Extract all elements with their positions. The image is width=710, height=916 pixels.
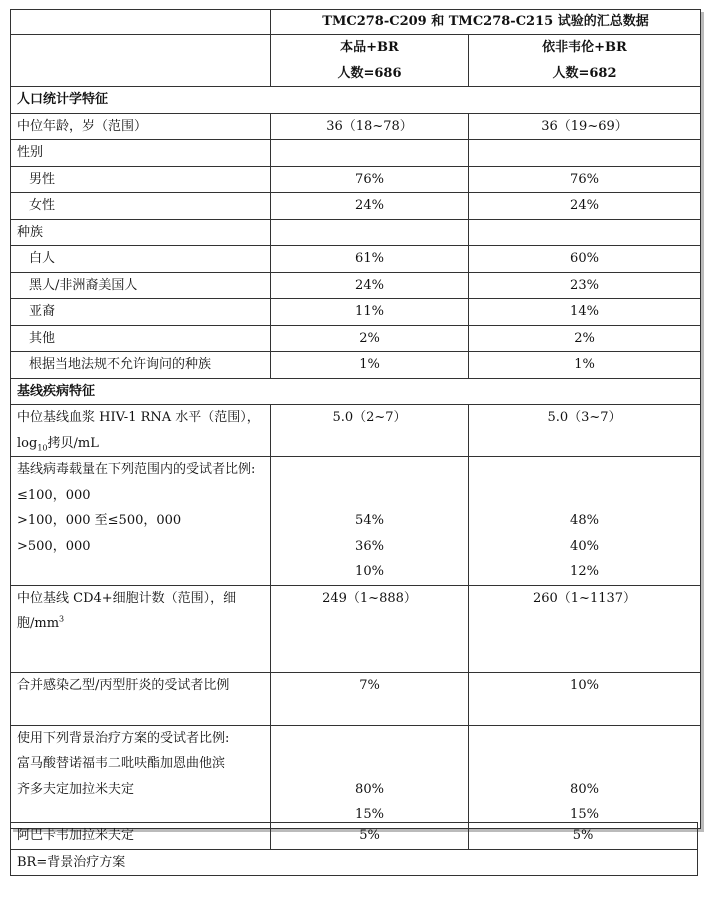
row-label	[11, 405, 271, 457]
cell-value: 5.0（2~7）	[271, 405, 469, 457]
cell-value: 76%	[469, 166, 701, 193]
row-label: 亚裔	[11, 299, 271, 326]
viral-load-label: 基线病毒载量在下列范围内的受试者比例:	[17, 462, 256, 477]
cell-value: 80%	[570, 781, 599, 797]
cell-value-group	[469, 725, 701, 828]
row-label: 种族	[11, 219, 271, 246]
row-label: 白人	[11, 246, 271, 273]
table-row	[11, 272, 701, 299]
cell-value: 48%	[570, 513, 599, 528]
cell-value: 54%	[355, 513, 384, 528]
cell-value: 23%	[469, 272, 701, 299]
table-row	[11, 299, 701, 326]
table-row	[11, 672, 701, 725]
cell-value-group	[469, 457, 701, 586]
column-header-product-count: 人数=686	[337, 65, 402, 81]
column-header-efavirenz-count: 人数=682	[552, 65, 617, 81]
row-label	[11, 585, 271, 672]
cell-value: 15%	[355, 807, 384, 822]
section-row	[11, 378, 701, 405]
column-header-product	[271, 35, 469, 87]
cell-value: 24%	[271, 272, 469, 299]
cell-value: 10%	[355, 564, 384, 579]
rna-label-unit: 拷贝/mL	[47, 435, 99, 451]
rna-label-subscript: 10	[37, 443, 48, 453]
br-regimen: 齐多夫定加拉米夫定	[17, 781, 135, 797]
cell-value: 11%	[271, 299, 469, 326]
table-title-row	[11, 10, 701, 35]
column-header-efavirenz-name: 依非韦伦+BR	[542, 40, 627, 55]
row-label	[11, 725, 271, 828]
cell-value: 60%	[469, 246, 701, 273]
br-regimen: 富马酸替诺福韦二吡呋酯加恩曲他滨	[17, 756, 226, 771]
column-header-row	[11, 35, 701, 87]
row-label: 其他	[11, 325, 271, 352]
cell-value-group	[271, 457, 469, 586]
section-row	[11, 87, 701, 114]
rna-label: 中位基线血浆 HIV-1 RNA 水平（范围），log	[17, 410, 260, 451]
table-row	[11, 585, 701, 672]
cell-value: 15%	[570, 807, 599, 822]
cd4-label: 中位基线 CD4+细胞计数（范围），细胞/mm	[17, 590, 237, 631]
column-header-product-name: 本品+BR	[340, 40, 399, 55]
header-empty-cell	[11, 35, 271, 87]
table-row	[11, 113, 701, 140]
cell-value: 7%	[271, 672, 469, 725]
table-row	[11, 140, 701, 167]
cell-value: 1%	[469, 352, 701, 379]
table-row	[11, 219, 701, 246]
row-label: 男性	[11, 166, 271, 193]
table-row	[11, 725, 701, 828]
table-row	[11, 246, 701, 273]
row-label: 女性	[11, 193, 271, 220]
cell-value: 10%	[469, 672, 701, 725]
cell-value-group	[271, 725, 469, 828]
table-row	[11, 166, 701, 193]
row-label: 性别	[11, 140, 271, 167]
cell-value: 2%	[271, 325, 469, 352]
cell-value: 1%	[271, 352, 469, 379]
viral-load-range: ≤100，000	[17, 487, 91, 503]
cell-value: 5%	[469, 823, 698, 850]
row-label: 阿巴卡韦加拉米夫定	[11, 823, 271, 850]
row-label: 中位年龄，岁（范围）	[11, 113, 271, 140]
table-row	[11, 325, 701, 352]
cell-value: 24%	[271, 193, 469, 220]
row-label: 黑人/非洲裔美国人	[11, 272, 271, 299]
cell-value: 12%	[570, 564, 599, 579]
footnote-row	[11, 849, 698, 876]
cell-value: 80%	[355, 781, 384, 797]
cell-value: 5%	[271, 823, 469, 850]
row-label: 合并感染乙型/丙型肝炎的受试者比例	[11, 672, 271, 725]
table-row	[11, 457, 701, 586]
section-demographics: 人口统计学特征	[11, 87, 701, 114]
cell-value: 36（19~69）	[469, 113, 701, 140]
cell-value: 36%	[355, 538, 384, 554]
br-label: 使用下列背景治疗方案的受试者比例:	[17, 730, 230, 746]
column-header-efavirenz	[469, 35, 701, 87]
cell-value: 2%	[469, 325, 701, 352]
table-row	[11, 405, 701, 457]
cell-value: 61%	[271, 246, 469, 273]
cell-value: 76%	[271, 166, 469, 193]
summary-table	[10, 9, 701, 829]
row-label	[11, 457, 271, 586]
table-row	[11, 352, 701, 379]
viral-load-range: >500，000	[17, 538, 91, 554]
table-row	[11, 193, 701, 220]
table-title: TMC278-C209 和 TMC278-C215 试验的汇总数据	[271, 10, 701, 35]
table-row	[11, 823, 698, 850]
header-empty-cell	[11, 10, 271, 35]
cell-value: 260（1~1137）	[469, 585, 701, 672]
cd4-label-superscript: 3	[59, 614, 65, 624]
cell-value: 40%	[570, 538, 599, 554]
continuation-table	[10, 822, 698, 876]
cell-value: 24%	[469, 193, 701, 220]
cell-value: 14%	[469, 299, 701, 326]
footnote: BR=背景治疗方案	[11, 849, 698, 876]
section-baseline: 基线疾病特征	[11, 378, 701, 405]
cell-value: 36（18~78）	[271, 113, 469, 140]
cell-value: 249（1~888）	[271, 585, 469, 672]
row-label: 根据当地法规不允许询问的种族	[11, 352, 271, 379]
viral-load-range: >100，000 至≤500，000	[17, 513, 182, 528]
cell-value: 5.0（3~7）	[469, 405, 701, 457]
